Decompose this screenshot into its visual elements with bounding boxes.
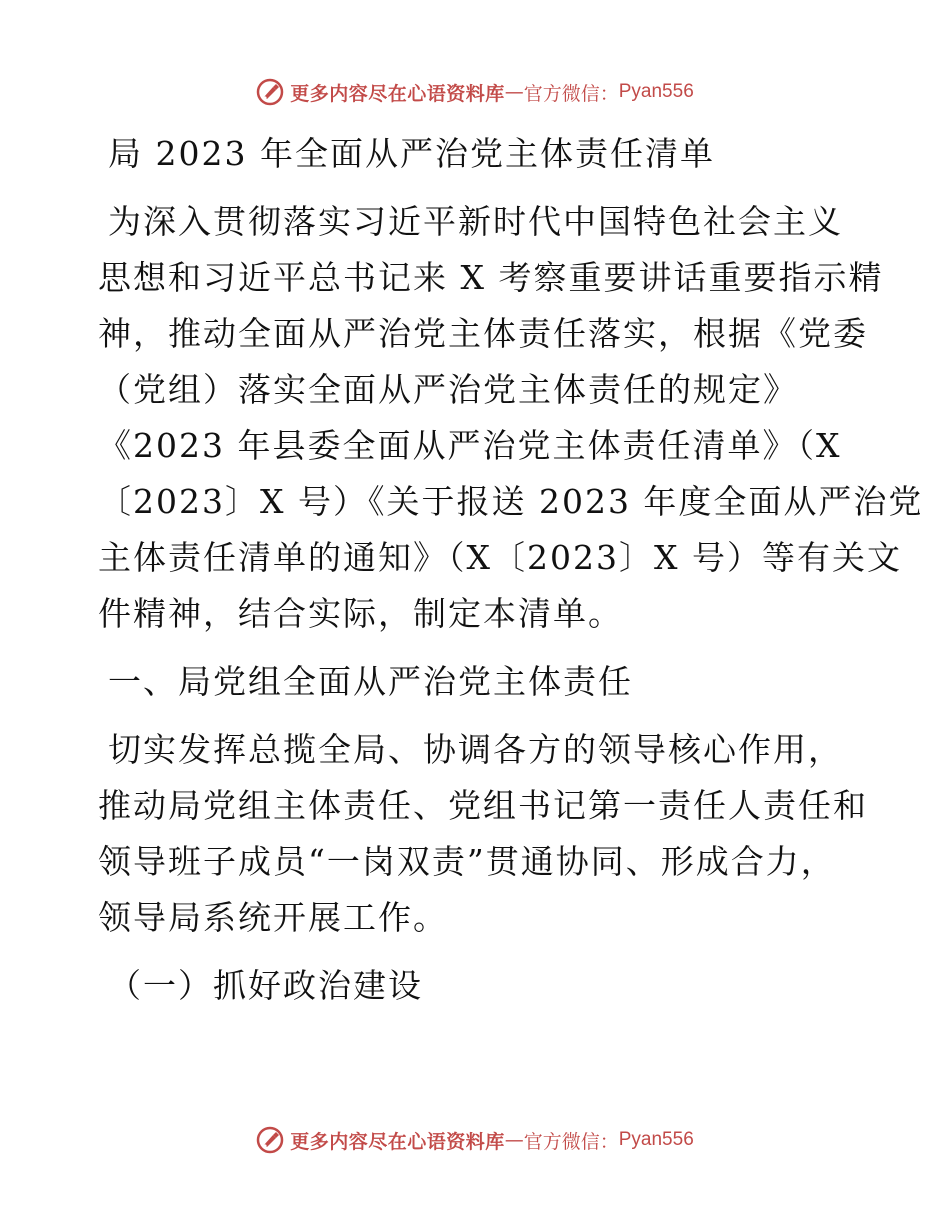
watermark-wechat-label: 官方微信：	[523, 1130, 619, 1153]
intro-line: 为深入贯彻落实习近平新时代中国特色社会主义	[108, 202, 843, 241]
intro-line: 思想和习近平总书记来 X 考察重要讲话重要指示精	[98, 258, 884, 297]
section-line: 领导局系统开展工作。	[98, 898, 448, 937]
section-line: 切实发挥总揽全局、协调各方的领导核心作用，	[108, 730, 843, 769]
intro-line: 《2023 年县委全面从严治党主体责任清单》（X	[98, 426, 842, 465]
watermark-brand-text: 更多内容尽在心语资料库	[290, 1130, 505, 1153]
intro-line: 主体责任清单的通知》（X〔2023〕X 号）等有关文	[98, 538, 902, 577]
intro-line: 神，推动全面从严治党主体责任落实，根据《党委	[98, 314, 868, 353]
document-body	[98, 126, 924, 1014]
intro-paragraph	[98, 194, 924, 642]
watermark-separator: —	[504, 81, 524, 103]
subsection-heading: （一）抓好政治建设	[108, 966, 423, 1005]
intro-line: 〔2023〕X 号）《关于报送 2023 年度全面从严治党	[98, 482, 924, 521]
watermark-brand-text: 更多内容尽在心语资料库	[290, 82, 505, 105]
pen-seal-icon	[256, 78, 284, 106]
watermark-wechat-id: Pyan556	[618, 81, 694, 102]
section-paragraph	[98, 722, 868, 946]
watermark-banner-bottom	[0, 1120, 950, 1160]
intro-line: 件精神，结合实际，制定本清单。	[98, 594, 623, 633]
section-line: 领导班子成员“一岗双责”贯通协同、形成合力，	[98, 842, 836, 881]
section-heading: 一、局党组全面从严治党主体责任	[108, 662, 633, 701]
watermark-wechat-id: Pyan556	[618, 1129, 694, 1150]
watermark-wechat-label: 官方微信：	[523, 82, 619, 105]
pen-seal-icon	[256, 1126, 284, 1154]
watermark-separator: —	[504, 1129, 524, 1151]
section-line: 推动局党组主体责任、党组书记第一责任人责任和	[98, 786, 868, 825]
intro-line: （党组）落实全面从严治党主体责任的规定》	[98, 370, 798, 409]
document-title: 局 2023 年全面从严治党主体责任清单	[108, 134, 715, 173]
watermark-banner-top	[0, 72, 950, 112]
